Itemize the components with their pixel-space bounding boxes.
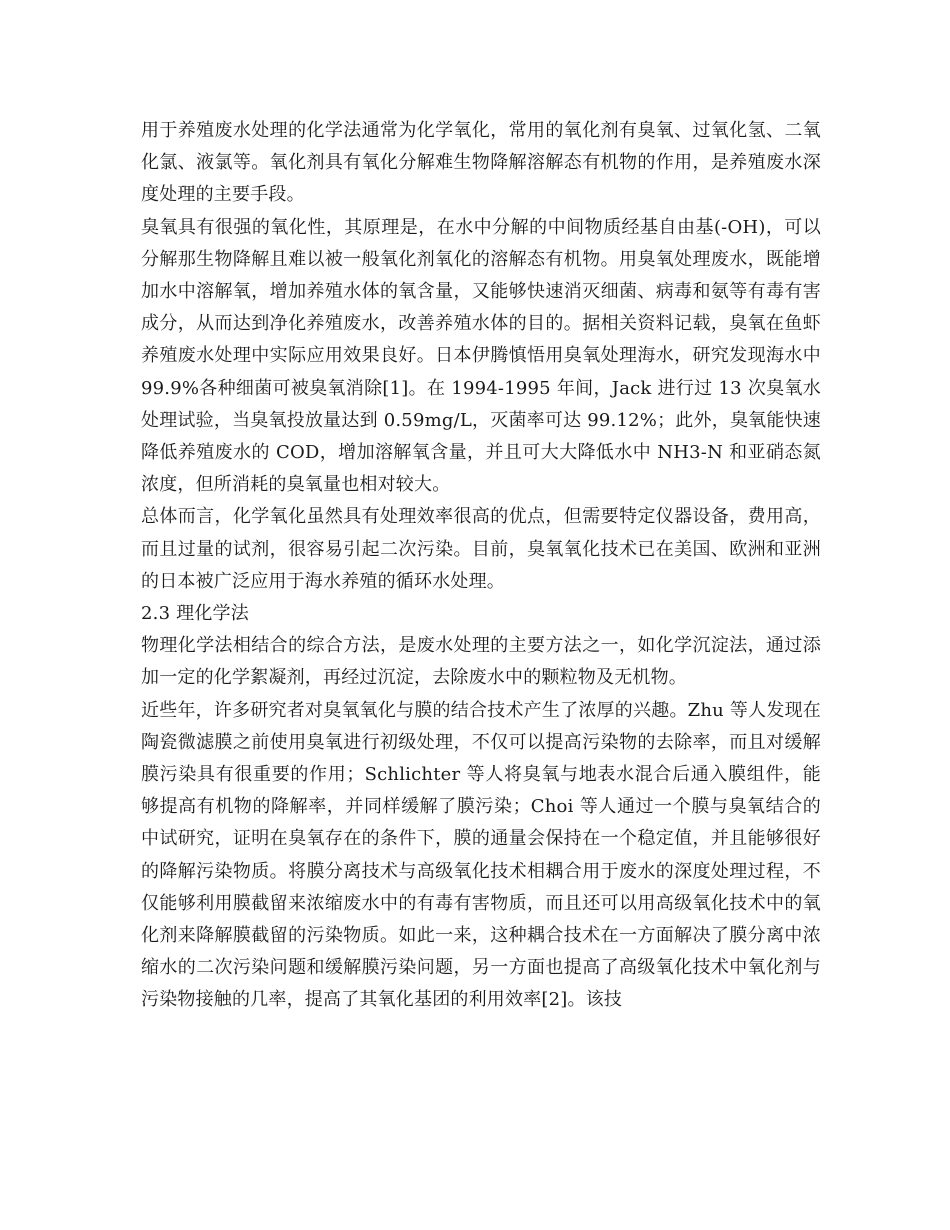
document-body — [141, 115, 821, 1017]
section-heading: 2.3 理化学法 — [141, 603, 249, 625]
paragraph-ozone-membrane: 近些年，许多研究者对臭氧氧化与膜的结合技术产生了浓厚的兴趣。Zhu 等人发现在陶瓷微滤膜之前使用臭氧进行初级处理，不仅可以提高污染物的去除率，而且对缓解膜污染具有很重要的作用；Schlichter 等人将臭氧与地表水混合后通入膜组件，能够提高有机物的降解率，并同样缓解了膜污染；Choi 等人通过一个膜与臭氧结合的中试研究，证明在臭氧存在的条件下，膜的通量会保持在一个稳定值，并且能够很好的降解污染物质。将膜分离技术与高级氧化技术相耦合用于废水的深度处理过程，不仅能够利用膜截留来浓缩废水中的有毒有害物质，而且还可以用高级氧化技术中的氧化剂来降解膜截留的污染物质。如此一来，这种耦合技术在一方面解决了膜分离中浓缩水的二次污染问题和缓解膜污染问题，另一方面也提高了高级氧化技术中氧化剂与污染物接触的几率，提高了其氧化基团的利用效率[2]。该技 — [141, 699, 821, 1011]
paragraph-chemical-method: 用于养殖废水处理的化学法通常为化学氧化，常用的氧化剂有臭氧、过氧化氢、二氧化氯、液氯等。氧化剂具有氧化分解难生物降解溶解态有机物的作用，是养殖废水深度处理的主要手段。 — [141, 120, 821, 206]
paragraph-physicochemical-method: 物理化学法相结合的综合方法，是废水处理的主要方法之一，如化学沉淀法，通过添加一定的化学絮凝剂，再经过沉淀，去除废水中的颗粒物及无机物。 — [141, 635, 821, 689]
paragraph-ozone-properties: 臭氧具有很强的氧化性，其原理是，在水中分解的中间物质经基自由基(-OH)，可以分解那生物降解且难以被一般氧化剂氧化的溶解态有机物。用臭氧处理废水，既能增加水中溶解氧，增加养殖水体的氧含量，又能够快速消灭细菌、病毒和氨等有毒有害成分，从而达到净化养殖废水，改善养殖水体的目的。据相关资料记载，臭氧在鱼虾养殖废水处理中实际应用效果良好。日本伊腾慎悟用臭氧处理海水，研究发现海水中 99.9%各种细菌可被臭氧消除[1]。在 1994-1995 年间，Jack 进行过 13 次臭氧水处理试验，当臭氧投放量达到 0.59mg/L，灭菌率可达 99.12%；此外，臭氧能快速降低养殖废水的 COD，增加溶解氧含量，并且可大大降低水中 NH3-N 和亚硝态氮浓度，但所消耗的臭氧量也相对较大。 — [141, 216, 821, 496]
paragraph-chemical-oxidation-summary: 总体而言，化学氧化虽然具有处理效率很高的优点，但需要特定仪器设备，费用高，而且过量的试剂，很容易引起二次污染。目前，臭氧氧化技术已在美国、欧洲和亚洲的日本被广泛应用于海水养殖的循环水处理。 — [141, 506, 821, 592]
